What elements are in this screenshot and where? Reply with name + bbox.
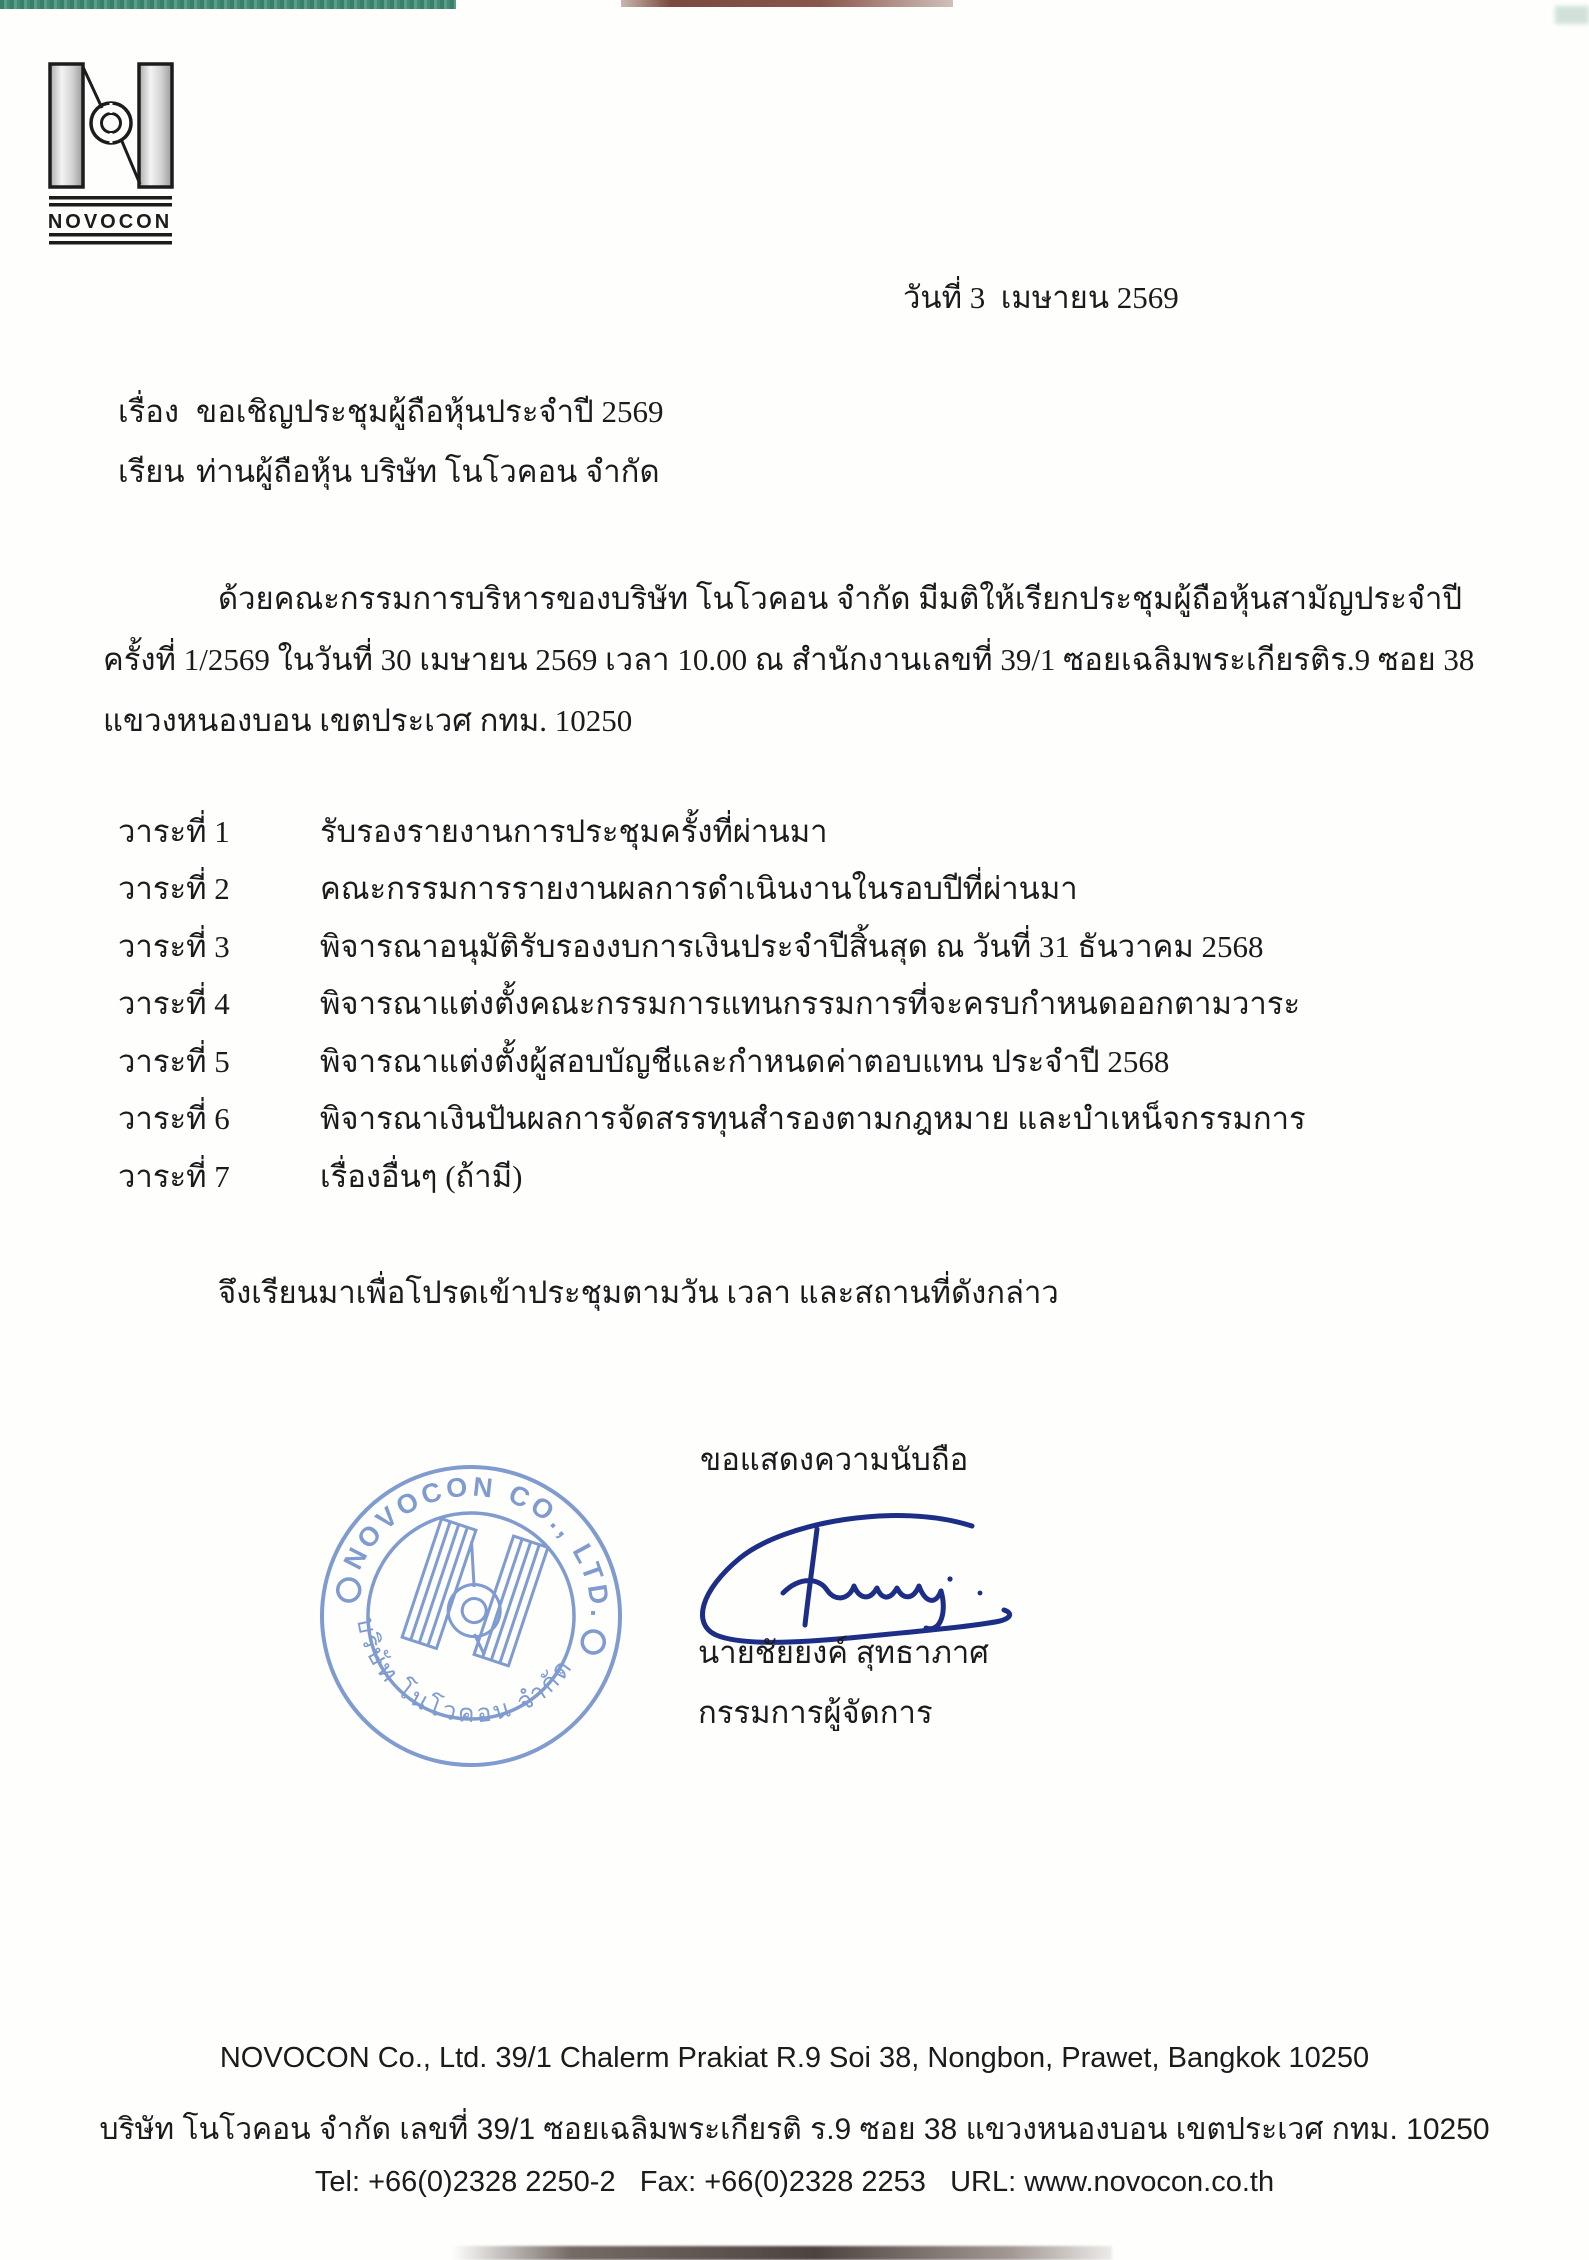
to-label: เรียน <box>118 454 185 489</box>
footer-contact: Tel: +66(0)2328 2250-2 Fax: +66(0)2328 2253 URL: www.novocon.co.th <box>314 2166 1275 2198</box>
subject-text: ขอเชิญประชุมผู้ถือหุ้นประจำปี 2569 <box>196 394 664 429</box>
agenda-no: วาระที่ 7 <box>118 1159 230 1194</box>
logo-n-pipes <box>50 64 172 187</box>
agenda-text: พิจารณาแต่งตั้งผู้สอบบัญชีและกำหนดค่าตอบแทน ประจำปี 2568 <box>320 1044 1170 1079</box>
agenda-text: เรื่องอื่นๆ (ถ้ามี) <box>320 1159 523 1194</box>
subject-label: เรื่อง <box>118 394 180 429</box>
agenda-no: วาระที่ 1 <box>118 814 230 849</box>
agenda-no: วาระที่ 5 <box>118 1044 230 1079</box>
stamp-n-logo-icon <box>401 1516 549 1669</box>
signer-title: กรรมการผู้จัดการ <box>698 1695 933 1730</box>
letter-date: วันที่ 3 เมษายน 2569 <box>903 280 1179 315</box>
novocon-logo-icon <box>46 60 180 256</box>
agenda-text: รับรองรายงานการประชุมครั้งที่ผ่านมา <box>320 814 828 849</box>
agenda-text: พิจารณาแต่งตั้งคณะกรรมการแทนกรรมการที่จะครบกำหนดออกตามวาระ <box>320 986 1301 1021</box>
agenda-text: พิจารณาเงินปันผลการจัดสรรทุนสำรองตามกฎหมาย และบำเหน็จกรรมการ <box>320 1101 1306 1136</box>
logo-wordmark: NOVOCON <box>47 211 173 233</box>
agenda-no: วาระที่ 4 <box>118 986 230 1021</box>
scan-artifact-brown-strip <box>621 0 953 7</box>
stamp-bottom-arc-text: บริษัท โนโวคอน จำกัด <box>350 1614 579 1729</box>
paragraph-line: ด้วยคณะกรรมการบริหารของบริษัท โนโวคอน จำกัด มีมติให้เรียกประชุมผู้ถือหุ้นสามัญประจำปี <box>218 581 1463 616</box>
stamp-top-arc-text: NOVOCON CO., LTD. <box>337 1471 616 1621</box>
stamp-right-dot-icon <box>580 1629 606 1655</box>
paragraph-line: ครั้งที่ 1/2569 ในวันที่ 30 เมษายน 2569 เวลา 10.00 ณ สำนักงานเลขที่ 39/1 ซอยเฉลิมพระเกียรติร.9 ซอย 38 <box>103 642 1475 677</box>
agenda-no: วาระที่ 2 <box>118 871 230 906</box>
signoff-text: ขอแสดงความนับถือ <box>700 1442 969 1477</box>
scan-artifact-bottom-smudge <box>452 2246 1112 2260</box>
signer-name: นายชัยยงค์ สุทธาภาศ <box>698 1635 989 1670</box>
to-text: ท่านผู้ถือหุ้น บริษัท โนโวคอน จำกัด <box>196 454 660 489</box>
agenda-no: วาระที่ 3 <box>118 929 230 964</box>
footer-address-th: บริษัท โนโวคอน จำกัด เลขที่ 39/1 ซอยเฉลิมพระเกียรติ ร.9 ซอย 38 แขวงหนองบอน เขตประเวศ กทม. 10250 <box>99 2113 1490 2146</box>
stamp-left-dot-icon <box>336 1577 362 1603</box>
scan-artifact-corner-mark <box>1555 6 1589 24</box>
paragraph-line: แขวงหนองบอน เขตประเวศ กทม. 10250 <box>103 703 633 738</box>
company-stamp-seal <box>310 1455 632 1777</box>
footer-address-en: NOVOCON Co., Ltd. 39/1 Chalerm Prakiat R.9 Soi 38, Nongbon, Prawet, Bangkok 10250 <box>219 2042 1370 2074</box>
closing-line: จึงเรียนมาเพื่อโปรดเข้าประชุมตามวัน เวลา และสถานที่ดังกล่าว <box>218 1275 1059 1310</box>
scan-artifact-green-strip <box>0 0 456 9</box>
agenda-text: พิจารณาอนุมัติรับรองงบการเงินประจำปีสิ้นสุด ณ วันที่ 31 ธันวาคม 2568 <box>320 929 1264 964</box>
agenda-no: วาระที่ 6 <box>118 1101 230 1136</box>
agenda-text: คณะกรรมการรายงานผลการดำเนินงานในรอบปีที่ผ่านมา <box>320 871 1078 906</box>
